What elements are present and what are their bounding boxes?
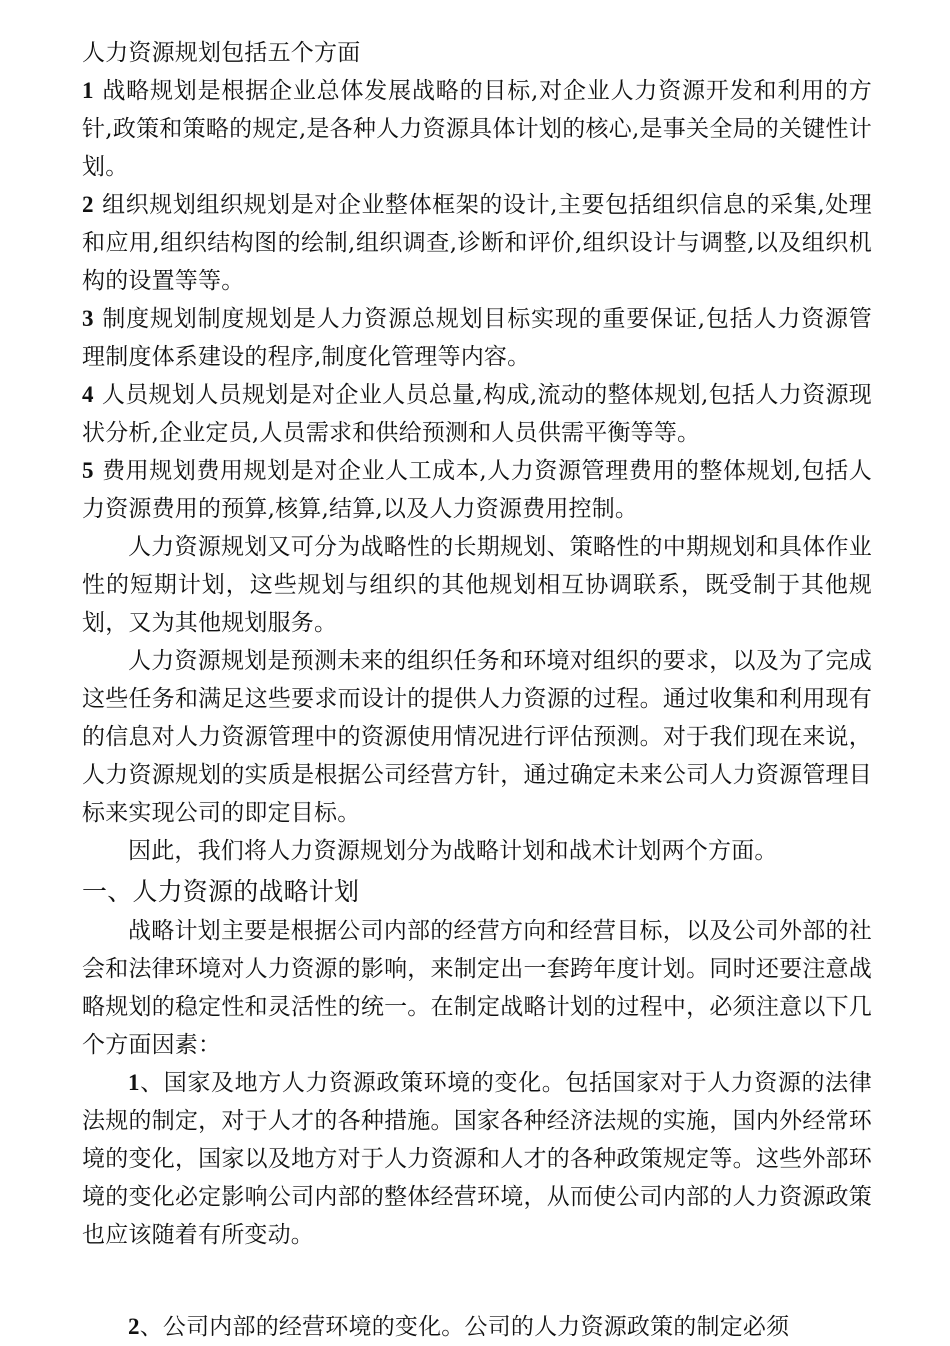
list-item: [82, 300, 872, 376]
list-item: [82, 186, 872, 300]
factor-text: 、国家及地方人力资源政策环境的变化。包括国家对于人力资源的法律法规的制定，对于人才的各种措施。国家各种经济法规的实施，国内外经常环境的变化，国家以及地方对于人力资源和人才的各种政策规定等。这些外部环境的变化必定影响公司内部的整体经营环境，从而使公司内部的人力资源政策也应该随着有所变动。: [82, 1070, 872, 1248]
factor-text: 、公司内部的经营环境的变化。公司的人力资源政策的制定必须: [139, 1314, 790, 1340]
item-number: 2: [82, 192, 94, 217]
list-item: [82, 452, 872, 528]
factor-number: 2: [128, 1314, 140, 1339]
paragraph-planning-split: 因此，我们将人力资源规划分为战略计划和战术计划两个方面。: [128, 838, 778, 864]
item-number: 3: [82, 306, 94, 331]
intro-title: 人力资源规划包括五个方面: [82, 40, 361, 66]
factor-paragraph: [82, 1308, 872, 1346]
list-item: [82, 376, 872, 452]
factor-number: 1: [128, 1070, 140, 1095]
item-number: 4: [82, 382, 94, 407]
section-heading-strategic-plan: 一、人力资源的战略计划: [82, 877, 360, 906]
item-number: 1: [82, 78, 94, 103]
document-page: [82, 34, 872, 1346]
item-text: 人员规划人员规划是对企业人员总量,构成,流动的整体规划,包括人力资源现状分析,企业定员,人员需求和供给预测和人员供需平衡等等。: [82, 382, 872, 446]
paragraph-strategic-plan: 战略计划主要是根据公司内部的经营方向和经营目标，以及公司外部的社会和法律环境对人力资源的影响，来制定出一套跨年度计划。同时还要注意战略规划的稳定性和灵活性的统一。在制定战略计划的过程中，必须注意以下几个方面因素：: [82, 918, 872, 1058]
item-text: 费用规划费用规划是对企业人工成本,人力资源管理费用的整体规划,包括人力资源费用的预算,核算,结算,以及人力资源费用控制。: [82, 458, 872, 522]
paragraph-planning-types: 人力资源规划又可分为战略性的长期规划、策略性的中期规划和具体作业性的短期计划，这些规划与组织的其他规划相互协调联系，既受制于其他规划，又为其他规划服务。: [82, 534, 872, 636]
item-text: 制度规划制度规划是人力资源总规划目标实现的重要保证,包括人力资源管理制度体系建设的程序,制度化管理等内容。: [82, 306, 872, 370]
item-text: 组织规划组织规划是对企业整体框架的设计,主要包括组织信息的采集,处理和应用,组织结构图的绘制,组织调查,诊断和评价,组织设计与调整,以及组织机构的设置等等。: [82, 192, 872, 294]
paragraph-planning-definition: 人力资源规划是预测未来的组织任务和环境对组织的要求，以及为了完成这些任务和满足这些要求而设计的提供人力资源的过程。通过收集和利用现有的信息对人力资源管理中的资源使用情况进行评估预测。对于我们现在来说，人力资源规划的实质是根据公司经营方针，通过确定未来公司人力资源管理目标来实现公司的即定目标。: [82, 648, 872, 826]
blank-gap: [82, 1254, 872, 1308]
item-text: 战略规划是根据企业总体发展战略的目标,对企业人力资源开发和利用的方针,政策和策略的规定,是各种人力资源具体计划的核心,是事关全局的关键性计划。: [82, 78, 872, 180]
item-number: 5: [82, 458, 94, 483]
factor-paragraph: [82, 1064, 872, 1254]
list-item: [82, 72, 872, 186]
